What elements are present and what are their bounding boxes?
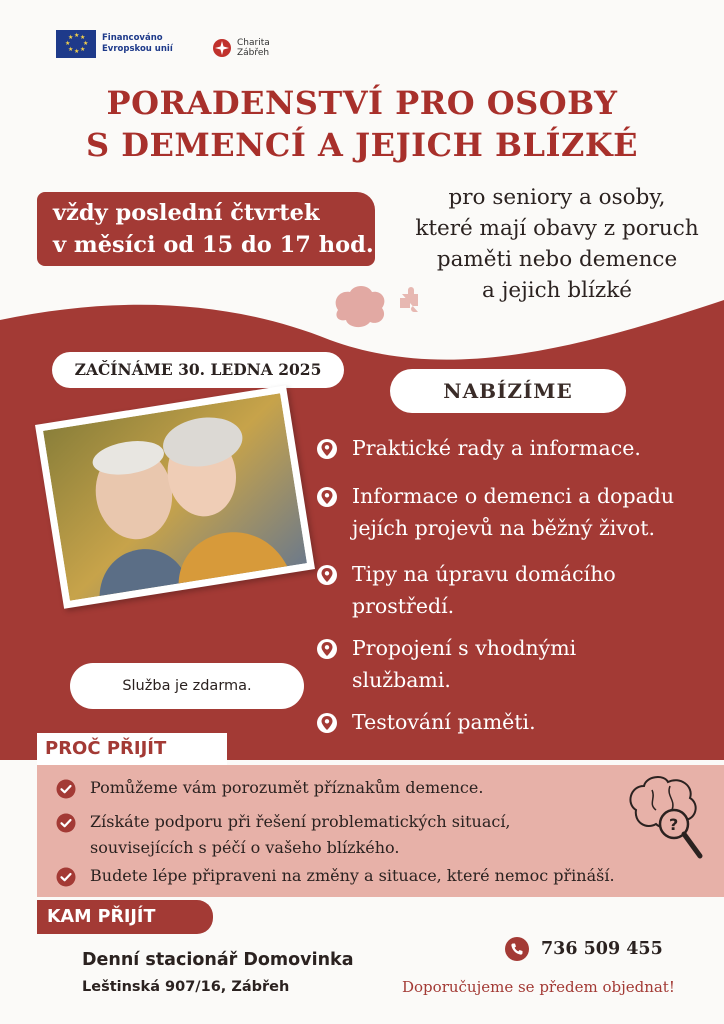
- offer-item: [316, 706, 536, 743]
- location-pin-icon: [316, 712, 338, 734]
- target-audience: [392, 182, 722, 306]
- svg-text:?: ?: [669, 815, 679, 834]
- charita-heart-icon: [212, 38, 232, 58]
- charita-text-line1: Charita: [237, 38, 270, 48]
- address: Leštinská 907/16, Zábřeh: [82, 979, 290, 995]
- target-line1: pro seniory a osoby,: [448, 185, 666, 210]
- check-circle-icon: [56, 779, 76, 799]
- target-line3: paměti nebo demence: [436, 247, 678, 272]
- why-item: [56, 863, 615, 895]
- title-line2: S DEMENCÍ A JEJICH BLÍZKÉ: [85, 126, 639, 164]
- schedule-badge: [37, 192, 375, 266]
- target-line4: a jejich blízké: [482, 278, 632, 303]
- phone-contact: [505, 937, 663, 961]
- why-line1: Budete lépe připraveni na změny a situace, které nemoc přináší.: [90, 866, 615, 885]
- brain-magnifier-icon: [622, 770, 708, 864]
- check-circle-icon: [56, 867, 76, 887]
- place-name: Denní stacionář Domovinka: [82, 950, 354, 970]
- why-heading: PROČ PŘIJÍT: [37, 733, 227, 765]
- free-service-pill: Služba je zdarma.: [70, 663, 304, 709]
- check-circle-icon: [56, 813, 76, 833]
- location-pin-icon: [316, 438, 338, 460]
- why-item: [56, 809, 511, 861]
- why-line1: Pomůžeme vám porozumět příznakům demence.: [90, 778, 484, 797]
- where-heading: KAM PŘIJÍT: [37, 900, 213, 934]
- eu-flag-icon: ★ ★ ★ ★ ★ ★ ★ ★: [56, 30, 96, 58]
- offer-item: [316, 632, 576, 696]
- why-line2: souvisejících s péčí o vašeho blízkého.: [90, 838, 400, 857]
- offer-item: [316, 432, 641, 469]
- offer-line1: Testování paměti.: [352, 710, 536, 734]
- schedule-line1: vždy poslední čtvrtek: [53, 200, 320, 226]
- charita-logo: [212, 38, 270, 58]
- offer-line2: službami.: [352, 668, 451, 692]
- charita-text-line2: Zábřeh: [237, 48, 270, 58]
- start-date-pill: ZAČÍNÁME 30. LEDNA 2025: [52, 352, 344, 388]
- offer-heading: NABÍZÍME: [390, 369, 626, 413]
- offer-line1: Propojení s vhodnými: [352, 636, 577, 660]
- location-pin-icon: [316, 486, 338, 508]
- schedule-line2: v měsíci od 15 do 17 hod.: [53, 232, 374, 258]
- phone-number[interactable]: 736 509 455: [541, 939, 663, 959]
- eu-text-line1: Financováno: [102, 33, 163, 43]
- offer-line1: Praktické rady a informace.: [352, 436, 641, 460]
- why-line1: Získáte podporu při řešení problematických situací,: [90, 812, 511, 831]
- eu-logo: [56, 30, 173, 58]
- offer-line1: Tipy na úpravu domácího: [352, 562, 616, 586]
- booking-advice: Doporučujeme se předem objednat!: [402, 978, 675, 996]
- offer-line1: Informace o demenci a dopadu: [352, 484, 675, 508]
- phone-icon: [505, 937, 529, 961]
- eu-text-line2: Evropskou unií: [102, 44, 173, 54]
- target-line2: které mají obavy z poruch: [415, 216, 699, 241]
- offer-item: [316, 480, 674, 544]
- elderly-couple-photo: [35, 385, 315, 608]
- title-line1: PORADENSTVÍ PRO OSOBY: [106, 84, 618, 122]
- offer-line2: prostředí.: [352, 594, 455, 618]
- brain-puzzle-icon: [328, 280, 420, 336]
- offer-item: [316, 558, 616, 622]
- offer-line2: jejích projevů na běžný život.: [352, 516, 655, 540]
- location-pin-icon: [316, 564, 338, 586]
- why-item: [56, 775, 483, 807]
- location-pin-icon: [316, 638, 338, 660]
- page-title: [0, 82, 724, 166]
